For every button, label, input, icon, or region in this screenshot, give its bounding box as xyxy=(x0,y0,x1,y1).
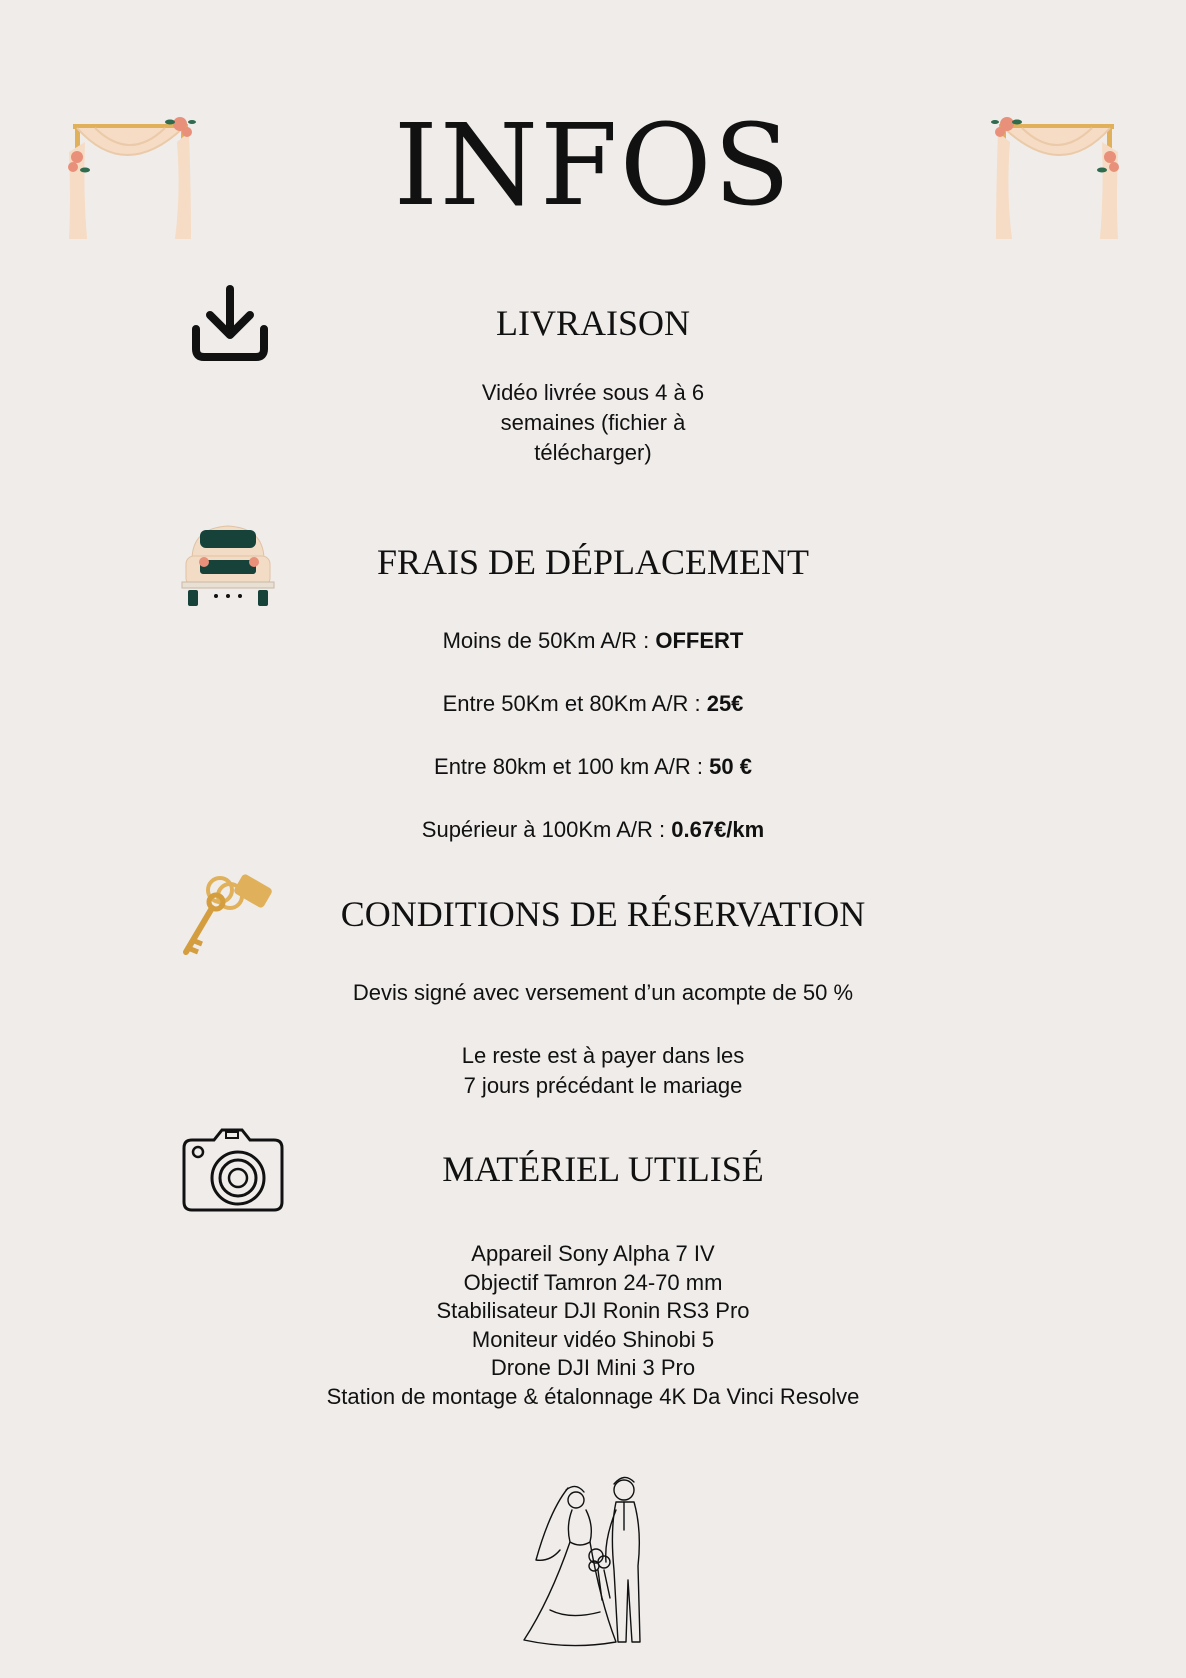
conditions-line: Devis signé avec versement d’un acompte de 50 % xyxy=(352,980,854,1005)
camera-icon xyxy=(178,1124,288,1216)
frais-row-label: Entre 50Km et 80Km A/R : xyxy=(442,691,707,716)
wedding-couple-illustration xyxy=(520,1470,670,1650)
frais-row-label: Moins de 50Km A/R : xyxy=(442,628,656,653)
frais-row-label: Entre 80km et 100 km A/R : xyxy=(434,754,710,779)
wedding-car-icon xyxy=(178,520,278,610)
conditions-remainder xyxy=(343,1041,863,1101)
frais-row-value: 25€ xyxy=(706,691,744,716)
conditions-line: 7 jours précédant le mariage xyxy=(463,1073,743,1098)
key-icon xyxy=(178,870,278,960)
section-title-conditions: CONDITIONS DE RÉSERVATION xyxy=(340,894,866,934)
list-item: Drone DJI Mini 3 Pro xyxy=(490,1355,696,1381)
frais-row xyxy=(343,817,843,843)
livraison-text xyxy=(393,378,793,468)
download-icon xyxy=(190,285,270,365)
frais-row xyxy=(343,691,843,717)
list-item: Objectif Tamron 24-70 mm xyxy=(463,1269,723,1295)
livraison-line: télécharger) xyxy=(534,440,652,465)
livraison-line: semaines (fichier à xyxy=(500,410,686,435)
list-item: Station de montage & étalonnage 4K Da Vinci Resolve xyxy=(326,1383,860,1409)
frais-row xyxy=(343,754,843,780)
section-title-frais: FRAIS DE DÉPLACEMENT xyxy=(376,542,810,582)
materiel-list xyxy=(243,1240,943,1412)
frais-row-value: OFFERT xyxy=(655,628,744,653)
frais-row-label: Supérieur à 100Km A/R : xyxy=(421,817,672,842)
list-item: Stabilisateur DJI Ronin RS3 Pro xyxy=(436,1298,750,1324)
page-title: INFOS xyxy=(393,101,793,231)
conditions-line: Le reste est à payer dans les xyxy=(461,1043,745,1068)
list-item: Moniteur vidéo Shinobi 5 xyxy=(471,1326,715,1352)
frais-row-value: 50 € xyxy=(709,754,752,779)
section-title-materiel: MATÉRIEL UTILISÉ xyxy=(442,1149,764,1189)
section-title-livraison: LIVRAISON xyxy=(496,303,690,343)
frais-row-value: 0.67€/km xyxy=(671,817,765,842)
list-item: Appareil Sony Alpha 7 IV xyxy=(471,1241,715,1266)
livraison-line: Vidéo livrée sous 4 à 6 xyxy=(481,380,705,405)
frais-row xyxy=(343,628,843,654)
